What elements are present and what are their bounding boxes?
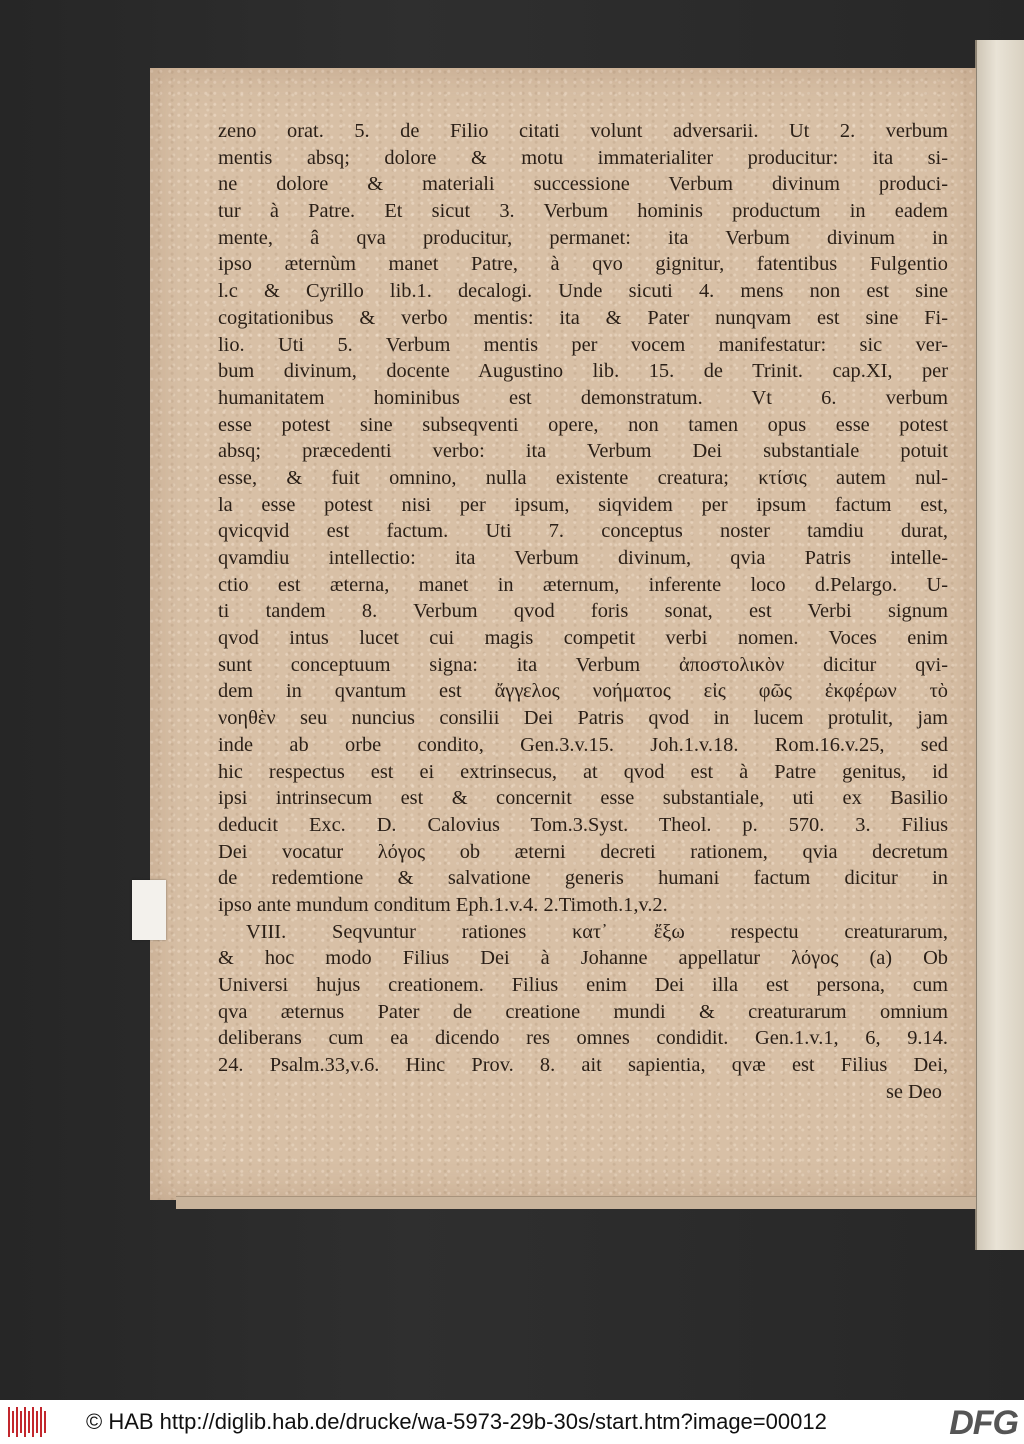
text-line: lio. Uti 5. Verbum mentis per vocem manifestatur: sic ver- (218, 333, 948, 356)
text-line: ipso æternùm manet Patre, à qvo gignitur, fatentibus Fulgentio (218, 253, 948, 276)
paper-tab (132, 880, 166, 940)
text-line: 24. Psalm.33,v.6. Hinc Prov. 8. ait sapientia, qvæ est Filius Dei, (218, 1054, 948, 1077)
text-line: mentis absq; dolore & motu immaterialiter producitur: ita si- (218, 146, 948, 169)
text-line: deducit Exc. D. Calovius Tom.3.Syst. Theol. p. 570. 3. Filius (218, 813, 948, 836)
text-line: esse, & fuit omnino, nulla existente creatura; κτίσις autem nul- (218, 466, 948, 489)
page-bottom-sheet (176, 1196, 976, 1209)
text-line: qva æternus Pater de creatione mundi & creaturarum omnium (218, 1000, 948, 1023)
text-line: & hoc modo Filius Dei à Johanne appellatur λόγος (a) Ob (218, 947, 948, 970)
footer-bar (0, 1400, 1024, 1444)
text-line: zeno orat. 5. de Filio citati volunt adversarii. Ut 2. verbum (218, 120, 948, 142)
text-line: qvicqvid est factum. Uti 7. conceptus noster tamdiu durat, (218, 520, 948, 543)
text-line: ipsi intrinsecum est & concernit esse substantiale, uti ex Basilio (218, 787, 948, 810)
text-line: tur à Patre. Et sicut 3. Verbum hominis productum in eadem (218, 200, 948, 223)
text-line: ne dolore & materiali successione Verbum divinum produci- (218, 173, 948, 196)
facing-page-edge (975, 40, 1024, 1250)
text-line: absq; præcedenti verbo: ita Verbum Dei substantiale potuit (218, 440, 948, 463)
text-line: νοηθὲν seu nuncius consilii Dei Patris qvod in lucem protulit, jam (218, 707, 948, 730)
catchword: se Deo (885, 1080, 942, 1103)
text-line: ti tandem 8. Verbum qvod foris sonat, est Verbi signum (218, 600, 948, 623)
text-line: de redemtione & salvatione generis humani factum dicitur in (218, 867, 948, 890)
text-line: bum divinum, docente Augustino lib. 15. de Trinit. cap.XI, per (218, 360, 948, 383)
text-line: humanitatem hominibus est demonstratum. Vt 6. verbum (218, 386, 948, 409)
text-line: deliberans cum ea dicendo res omnes condidit. Gen.1.v.1, 6, 9.14. (218, 1027, 948, 1050)
copyright-link[interactable]: © HAB http://diglib.hab.de/drucke/wa-5973-29b-30s/start.htm?image=00012 (86, 1409, 827, 1434)
text-line: ipso ante mundum conditum Eph.1.v.4. 2.Timoth.1,v.2. (218, 893, 668, 916)
text-line: Dei vocatur λόγος ob æterni decreti rationem, qvia decretum (218, 840, 948, 863)
text-line: la esse potest nisi per ipsum, siqvidem per ipsum factum est, (218, 493, 948, 516)
text-line: qvamdiu intellectio: ita Verbum divinum, qvia Patris intelle- (218, 547, 948, 569)
page-text (218, 118, 948, 1105)
text-line: esse potest sine subseqventi opere, non tamen opus esse potest (218, 413, 948, 436)
text-line: hic respectus est ei extrinsecus, at qvod est à Patre genitus, id (218, 760, 948, 783)
text-line: Universi hujus creationem. Filius enim Dei illa est persona, cum (218, 974, 948, 996)
text-line: inde ab orbe condito, Gen.3.v.15. Joh.1.v.18. Rom.16.v.25, sed (218, 733, 948, 756)
dfg-logo: DFG (949, 1404, 1018, 1442)
ruler-icon (8, 1407, 48, 1437)
text-line: VIII. Seqvuntur rationes κατ᾽ ἔξω respectu creaturarum, (246, 920, 948, 943)
text-line: qvod intus lucet cui magis competit verbi nomen. Voces enim (218, 627, 948, 650)
text-line: ctio est æterna, manet in æternum, inferente loco d.Pelargo. U- (218, 573, 948, 596)
text-line: sunt conceptuum signa: ita Verbum ἀποστολικὸν dicitur qvi- (218, 653, 948, 676)
text-line: l.c & Cyrillo lib.1. decalogi. Unde sicuti 4. mens non est sine (218, 280, 948, 303)
text-line: dem in qvantum est ἄγγελος νοήματος εἰς φῶς ἐκφέρων τὸ (218, 680, 948, 703)
text-line: mente, â qva producitur, permanet: ita Verbum divinum in (218, 226, 948, 249)
text-line: cogitationibus & verbo mentis: ita & Pater nunqvam est sine Fi- (218, 306, 948, 329)
